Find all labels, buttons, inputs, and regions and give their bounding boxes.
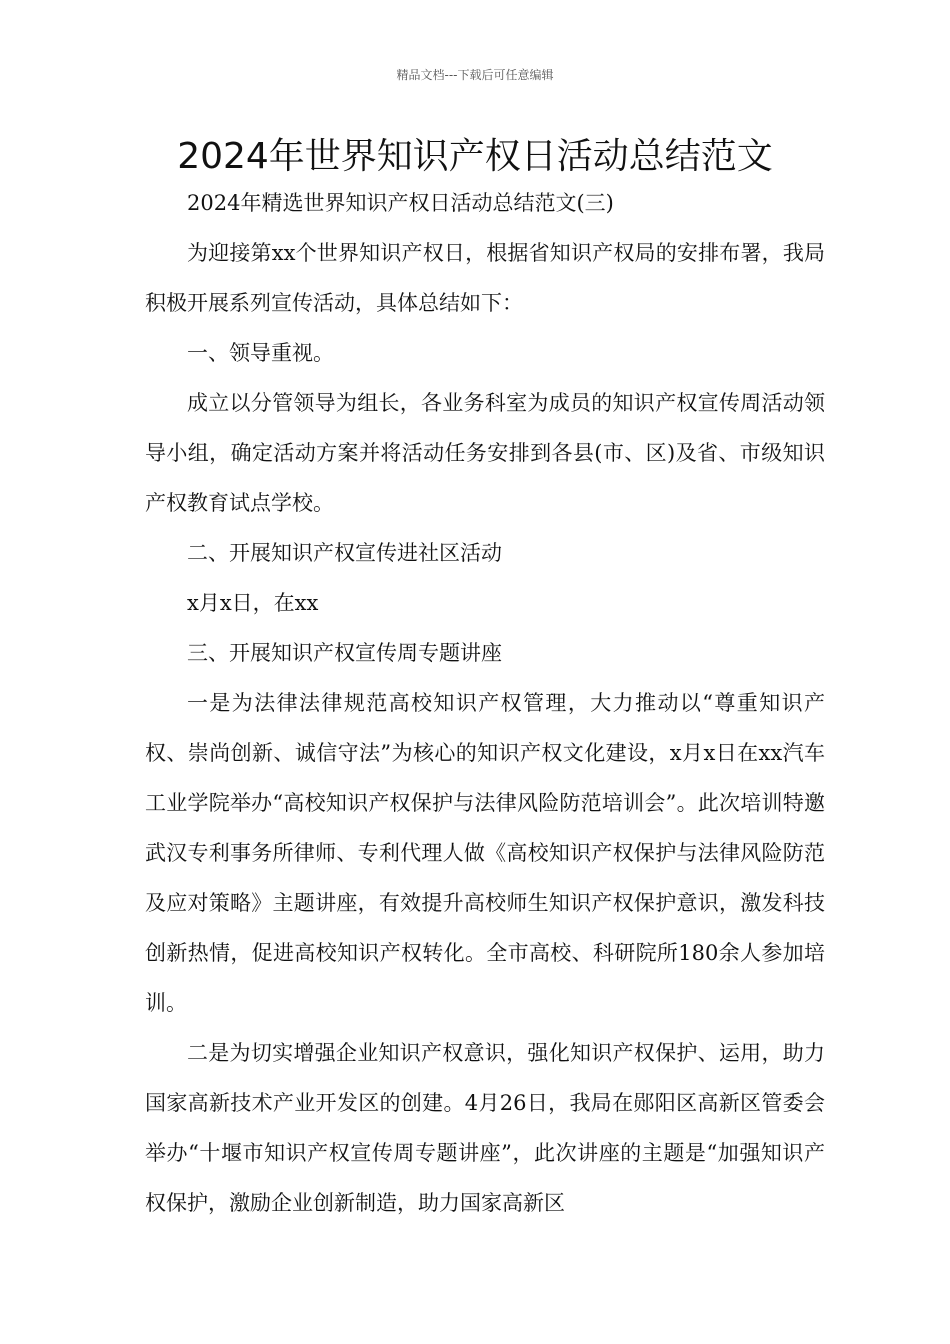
header-note: 精品文档---下载后可任意编辑 bbox=[396, 68, 554, 82]
subtitle-paragraph: 2024年精选世界知识产权日活动总结范文(三) bbox=[187, 191, 614, 215]
body-paragraph: 为迎接第xx个世界知识产权日，根据省知识产权局的安排布署，我局积极开展系列宣传活动，具体总结如下： bbox=[145, 241, 825, 315]
section-heading: 三、开展知识产权宣传周专题讲座 bbox=[187, 641, 502, 665]
body-paragraph: 成立以分管领导为组长，各业务科室为成员的知识产权宣传周活动领导小组，确定活动方案并将活动任务安排到各县(市、区)及省、市级知识产权教育试点学校。 bbox=[145, 391, 825, 515]
body-paragraph: 二是为切实增强企业知识产权意识，强化知识产权保护、运用，助力国家高新技术产业开发区的创建。4月26日，我局在郧阳区高新区管委会举办“十堰市知识产权宣传周专题讲座”，此次讲座的主题是“加强知识产权保护，激励企业创新制造，助力国家高新区 bbox=[145, 1041, 825, 1215]
section-heading: 二、开展知识产权宣传进社区活动 bbox=[187, 541, 502, 565]
body-paragraph: x月x日，在xx bbox=[187, 591, 319, 615]
section-heading: 一、领导重视。 bbox=[187, 341, 334, 365]
body-paragraph: 一是为法律法律规范高校知识产权管理，大力推动以“尊重知识产权、崇尚创新、诚信守法”为核心的知识产权文化建设，x月x日在xx汽车工业学院举办“高校知识产权保护与法律风险防范培训会”。此次培训特邀武汉专利事务所律师、专利代理人做《高校知识产权保护与法律风险防范及应对策略》主题讲座，有效提升高校师生知识产权保护意识，激发科技创新热情，促进高校知识产权转化。全市高校、科研院所180余人参加培训。 bbox=[145, 691, 825, 1015]
document-title: 2024年世界知识产权日活动总结范文 bbox=[177, 136, 773, 177]
document-body bbox=[145, 178, 825, 1228]
